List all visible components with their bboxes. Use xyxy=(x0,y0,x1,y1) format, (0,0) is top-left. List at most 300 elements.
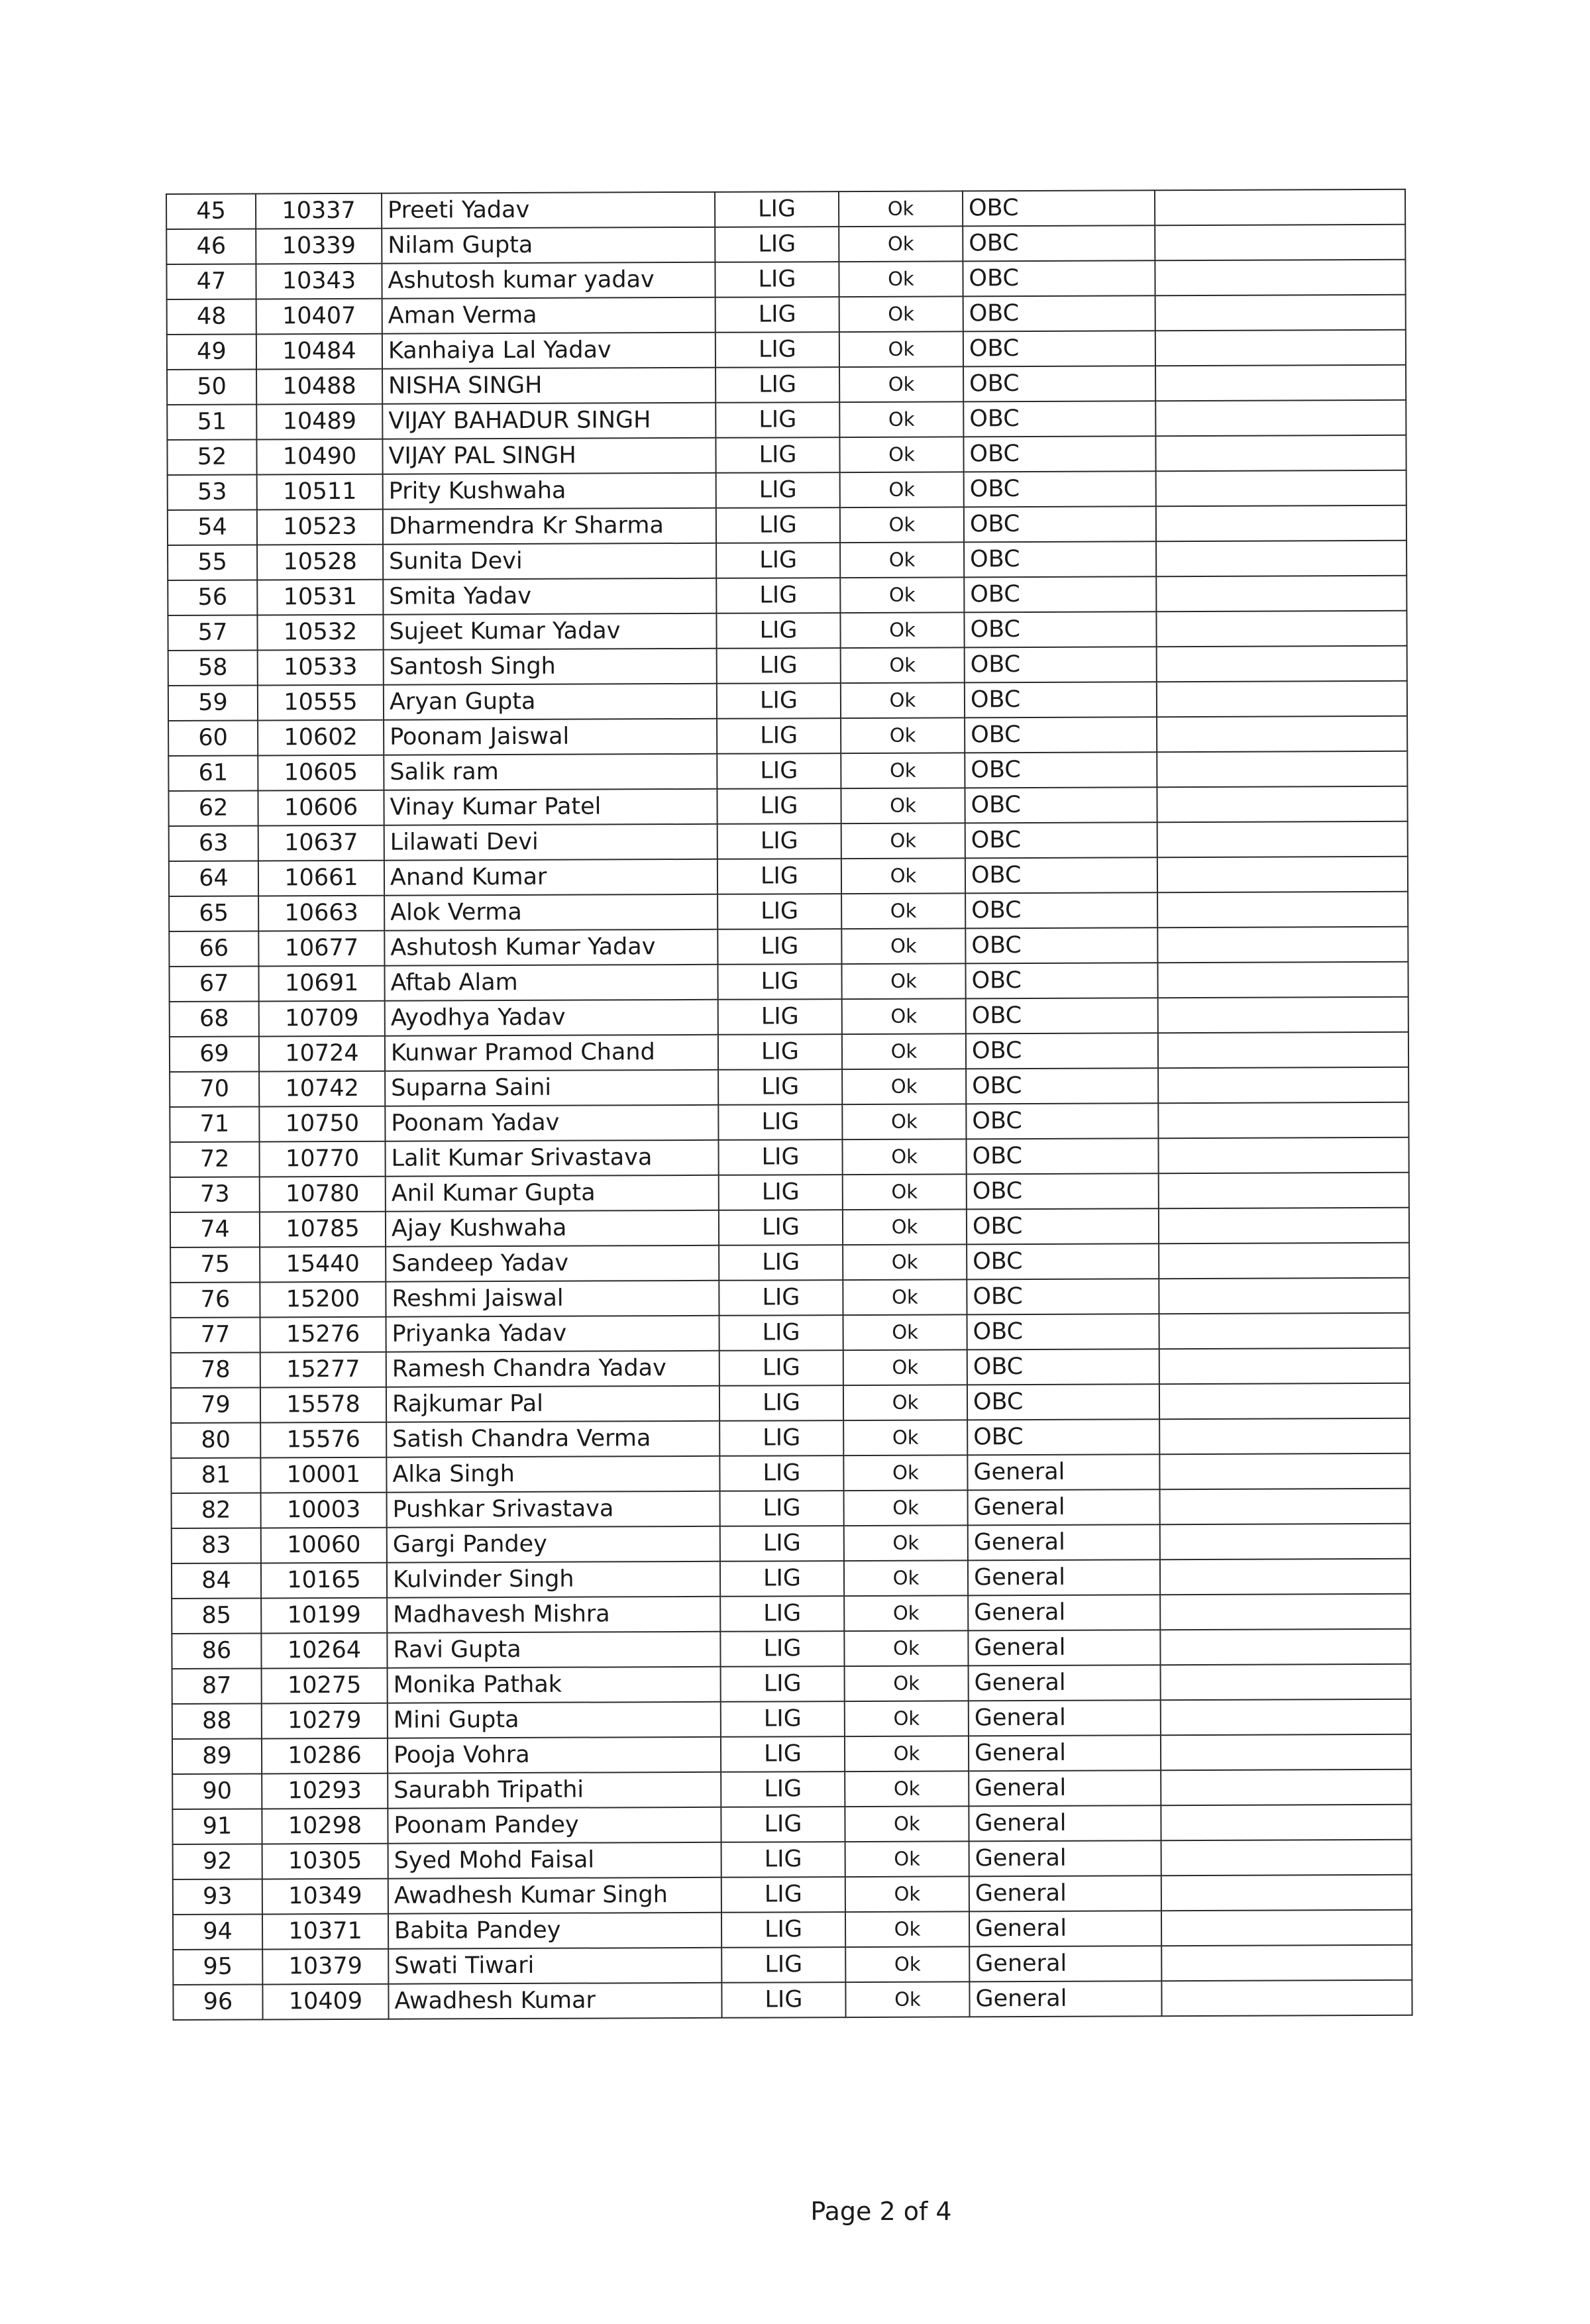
applicant-id-cell: 10489 xyxy=(256,404,382,440)
caste-category-cell: OBC xyxy=(965,927,1157,963)
caste-category-cell: General xyxy=(969,1875,1161,1911)
income-category-cell: LIG xyxy=(717,964,841,1000)
serial-number-cell: 92 xyxy=(173,1844,262,1879)
applicant-id-cell: 10339 xyxy=(256,229,382,264)
income-category-cell: LIG xyxy=(716,297,839,333)
table-row xyxy=(166,225,1405,264)
income-category-cell: LIG xyxy=(716,437,839,473)
status-cell: Ok xyxy=(839,226,963,262)
applicant-name-cell: Poonam Pandey xyxy=(388,1807,721,1844)
status-cell: Ok xyxy=(845,1876,969,1912)
status-cell: Ok xyxy=(845,1701,969,1736)
table-row xyxy=(168,751,1407,791)
table-row xyxy=(172,1664,1411,1704)
table-row xyxy=(171,1418,1410,1458)
status-cell: Ok xyxy=(844,1560,968,1596)
remarks-cell xyxy=(1155,365,1406,401)
applicant-name-cell: Aryan Gupta xyxy=(384,684,717,720)
serial-number-cell: 82 xyxy=(172,1493,261,1528)
applicant-id-cell: 10298 xyxy=(262,1809,388,1844)
applicant-name-cell: Nilam Gupta xyxy=(382,227,715,264)
income-category-cell: LIG xyxy=(715,227,839,262)
caste-category-cell: OBC xyxy=(964,506,1156,542)
remarks-cell xyxy=(1156,541,1406,576)
caste-category-cell: OBC xyxy=(967,1384,1159,1420)
status-cell: Ok xyxy=(839,191,963,227)
applicant-id-cell: 10293 xyxy=(262,1773,388,1809)
income-category-cell: LIG xyxy=(716,472,840,508)
status-cell: Ok xyxy=(839,366,963,402)
table-row xyxy=(168,505,1406,545)
caste-category-cell: General xyxy=(969,1700,1161,1736)
status-cell: Ok xyxy=(840,472,964,507)
table-row xyxy=(168,576,1406,615)
applicant-name-cell: Awadhesh Kumar xyxy=(388,1983,721,2019)
status-cell: Ok xyxy=(840,577,964,613)
serial-number-cell: 47 xyxy=(166,264,256,299)
applicant-id-cell: 10371 xyxy=(262,1914,388,1950)
table-row xyxy=(172,1524,1410,1563)
status-cell: Ok xyxy=(841,928,965,964)
table-row xyxy=(168,786,1407,826)
status-cell: Ok xyxy=(841,682,965,718)
remarks-cell xyxy=(1158,1137,1408,1173)
serial-number-cell: 74 xyxy=(170,1212,260,1247)
table-row xyxy=(167,295,1406,335)
status-cell: Ok xyxy=(842,1033,966,1069)
table-row xyxy=(172,1559,1410,1599)
serial-number-cell: 85 xyxy=(172,1598,261,1634)
table-row xyxy=(173,1980,1412,2020)
applicant-id-cell: 10484 xyxy=(256,334,382,370)
income-category-cell: LIG xyxy=(719,1245,843,1281)
table-row xyxy=(172,1489,1410,1528)
serial-number-cell: 93 xyxy=(173,1879,262,1915)
caste-category-cell: OBC xyxy=(967,1419,1159,1455)
remarks-cell xyxy=(1161,1945,1412,1981)
table-row xyxy=(170,1067,1408,1107)
status-cell: Ok xyxy=(839,331,963,367)
applicant-name-cell: Gargi Pandey xyxy=(387,1526,720,1563)
income-category-cell: LIG xyxy=(721,1947,845,1983)
applicant-id-cell: 15277 xyxy=(260,1352,386,1388)
serial-number-cell: 61 xyxy=(168,755,258,791)
income-category-cell: LIG xyxy=(718,1139,842,1175)
table-row xyxy=(170,1032,1408,1072)
serial-number-cell: 53 xyxy=(168,474,257,510)
remarks-cell xyxy=(1158,1032,1408,1068)
remarks-cell xyxy=(1161,1910,1412,1946)
applicant-id-cell: 10275 xyxy=(262,1668,388,1704)
serial-number-cell: 70 xyxy=(170,1071,259,1107)
income-category-cell: LIG xyxy=(719,1455,843,1491)
status-cell: Ok xyxy=(839,401,963,437)
status-cell: Ok xyxy=(841,788,965,823)
table-row xyxy=(173,1840,1412,1879)
remarks-cell xyxy=(1158,1067,1408,1103)
applicant-id-cell: 10337 xyxy=(256,193,382,229)
serial-number-cell: 62 xyxy=(168,790,258,826)
table-row xyxy=(170,1102,1408,1142)
income-category-cell: LIG xyxy=(720,1596,844,1632)
serial-number-cell: 77 xyxy=(171,1317,260,1353)
status-cell: Ok xyxy=(842,1139,966,1175)
applicant-id-cell: 15440 xyxy=(260,1247,386,1283)
caste-category-cell: OBC xyxy=(966,1068,1158,1104)
page-number: Page 2 of 4 xyxy=(810,2197,952,2226)
applicant-id-cell: 10532 xyxy=(257,615,383,651)
caste-category-cell: OBC xyxy=(965,647,1157,682)
income-category-cell: LIG xyxy=(718,1104,842,1140)
serial-number-cell: 69 xyxy=(170,1036,259,1072)
table-row xyxy=(173,1875,1412,1915)
applicant-id-cell: 10750 xyxy=(259,1106,385,1142)
applicant-name-cell: Aftab Alam xyxy=(384,965,717,1001)
caste-category-cell: OBC xyxy=(963,225,1155,261)
status-cell: Ok xyxy=(842,1069,966,1104)
status-cell: Ok xyxy=(839,437,963,472)
applicant-name-cell: Vinay Kumar Patel xyxy=(384,789,717,825)
income-category-cell: LIG xyxy=(719,1315,843,1351)
serial-number-cell: 80 xyxy=(171,1422,260,1458)
table-row xyxy=(169,927,1408,967)
applicant-name-cell: VIJAY BAHADUR SINGH xyxy=(382,403,716,439)
applicant-name-cell: Ashutosh Kumar Yadav xyxy=(384,929,717,966)
caste-category-cell: OBC xyxy=(967,1349,1159,1385)
applicant-id-cell: 10343 xyxy=(256,264,382,299)
income-category-cell: LIG xyxy=(717,718,841,754)
serial-number-cell: 57 xyxy=(168,615,257,651)
serial-number-cell: 55 xyxy=(168,545,257,580)
applicant-name-cell: Suparna Saini xyxy=(385,1070,718,1106)
status-cell: Ok xyxy=(841,717,965,753)
caste-category-cell: General xyxy=(967,1454,1159,1490)
caste-category-cell: OBC xyxy=(965,892,1157,928)
status-cell: Ok xyxy=(842,1104,966,1139)
applicant-name-cell: Kulvinder Singh xyxy=(387,1561,720,1598)
serial-number-cell: 50 xyxy=(167,369,256,405)
caste-category-cell: General xyxy=(969,1981,1161,2017)
income-category-cell: LIG xyxy=(721,1982,845,2018)
applicant-id-cell: 10407 xyxy=(256,299,382,335)
applicant-id-cell: 10661 xyxy=(258,861,384,896)
caste-category-cell: OBC xyxy=(964,611,1156,647)
applicant-name-cell: Lilawati Devi xyxy=(384,824,717,861)
caste-category-cell: OBC xyxy=(965,787,1157,823)
applicant-id-cell: 15576 xyxy=(260,1422,386,1458)
serial-number-cell: 83 xyxy=(172,1528,261,1563)
applicant-name-cell: Swati Tiwari xyxy=(388,1948,721,1984)
income-category-cell: LIG xyxy=(715,262,839,297)
status-cell: Ok xyxy=(841,647,965,683)
status-cell: Ok xyxy=(842,998,966,1034)
remarks-cell xyxy=(1159,1453,1410,1489)
serial-number-cell: 94 xyxy=(173,1914,262,1950)
income-category-cell: LIG xyxy=(719,1280,843,1316)
serial-number-cell: 86 xyxy=(172,1633,261,1669)
remarks-cell xyxy=(1159,1313,1410,1349)
applicant-id-cell: 10533 xyxy=(258,650,384,686)
caste-category-cell: General xyxy=(968,1524,1160,1560)
remarks-cell xyxy=(1157,751,1407,787)
table-row xyxy=(166,189,1405,229)
income-category-cell: LIG xyxy=(718,1034,842,1070)
applicant-id-cell: 10606 xyxy=(258,790,384,826)
remarks-cell xyxy=(1161,1840,1412,1875)
status-cell: Ok xyxy=(843,1349,967,1385)
remarks-cell xyxy=(1155,295,1406,331)
applicant-id-cell: 10379 xyxy=(262,1949,388,1985)
income-category-cell: LIG xyxy=(719,1175,843,1210)
applicant-id-cell: 15200 xyxy=(260,1282,386,1318)
applicant-id-cell: 10742 xyxy=(259,1071,385,1107)
serial-number-cell: 81 xyxy=(171,1457,260,1493)
remarks-cell xyxy=(1157,892,1408,927)
income-category-cell: LIG xyxy=(721,1701,845,1737)
caste-category-cell: OBC xyxy=(963,436,1155,472)
applicant-id-cell: 10523 xyxy=(257,509,383,545)
applicant-id-cell: 10637 xyxy=(258,825,384,861)
applicant-name-cell: Saurabh Tripathi xyxy=(388,1772,721,1809)
table-row xyxy=(167,365,1406,405)
remarks-cell xyxy=(1155,330,1406,366)
applicant-name-cell: Pushkar Srivastava xyxy=(387,1491,720,1528)
applicant-name-cell: Smita Yadav xyxy=(383,578,716,615)
caste-category-cell: General xyxy=(968,1595,1160,1630)
applicant-name-cell: Ramesh Chandra Yadav xyxy=(386,1351,719,1387)
caste-category-cell: General xyxy=(969,1840,1161,1876)
applicant-id-cell: 10709 xyxy=(259,1001,385,1037)
income-category-cell: LIG xyxy=(719,1385,843,1421)
remarks-cell xyxy=(1160,1629,1410,1665)
applicant-id-cell: 10602 xyxy=(258,720,384,756)
applicant-name-cell: Anil Kumar Gupta xyxy=(386,1175,719,1212)
income-category-cell: LIG xyxy=(721,1842,845,1877)
serial-number-cell: 79 xyxy=(171,1387,260,1423)
status-cell: Ok xyxy=(839,296,963,332)
applicant-id-cell: 10264 xyxy=(261,1633,387,1669)
caste-category-cell: OBC xyxy=(963,401,1155,437)
caste-category-cell: OBC xyxy=(964,576,1156,612)
applicant-name-cell: Kanhaiya Lal Yadav xyxy=(382,333,716,369)
remarks-cell xyxy=(1156,470,1406,506)
table-row xyxy=(169,892,1408,931)
table-row xyxy=(167,400,1406,440)
remarks-cell xyxy=(1161,1805,1411,1840)
applicant-id-cell: 10785 xyxy=(260,1212,386,1247)
applicant-name-cell: Salik ram xyxy=(384,754,717,790)
table-row xyxy=(171,1453,1410,1493)
applicant-name-cell: Poonam Yadav xyxy=(385,1105,718,1141)
applicant-name-cell: Sujeet Kumar Yadav xyxy=(383,613,716,650)
applicant-name-cell: Satish Chandra Verma xyxy=(386,1421,719,1457)
income-category-cell: LIG xyxy=(717,929,841,965)
serial-number-cell: 49 xyxy=(167,334,256,370)
status-cell: Ok xyxy=(843,1385,967,1420)
serial-number-cell: 72 xyxy=(170,1141,259,1177)
serial-number-cell: 59 xyxy=(168,685,258,721)
income-category-cell: LIG xyxy=(716,543,840,578)
applicant-name-cell: Priyanka Yadav xyxy=(386,1316,719,1352)
status-cell: Ok xyxy=(841,823,965,859)
remarks-cell xyxy=(1161,1699,1411,1735)
status-cell: Ok xyxy=(841,893,965,929)
caste-category-cell: OBC xyxy=(965,682,1157,717)
income-category-cell: LIG xyxy=(717,648,841,684)
serial-number-cell: 52 xyxy=(167,439,256,475)
applicant-name-cell: Alok Verma xyxy=(384,894,717,931)
remarks-cell xyxy=(1157,927,1408,963)
applicant-name-cell: Awadhesh Kumar Singh xyxy=(388,1877,721,1914)
serial-number-cell: 67 xyxy=(169,966,258,1002)
income-category-cell: LIG xyxy=(721,1736,845,1772)
serial-number-cell: 51 xyxy=(167,404,256,440)
serial-number-cell: 65 xyxy=(169,896,258,931)
applicant-id-cell: 10003 xyxy=(261,1493,387,1528)
table-row xyxy=(170,1208,1409,1247)
status-cell: Ok xyxy=(845,1981,969,2017)
applicant-id-cell: 10605 xyxy=(258,755,384,791)
serial-number-cell: 45 xyxy=(166,193,256,229)
status-cell: Ok xyxy=(841,753,965,788)
remarks-cell xyxy=(1159,1383,1410,1419)
applicant-id-cell: 10165 xyxy=(261,1563,387,1599)
status-cell: Ok xyxy=(843,1279,967,1315)
table-row xyxy=(166,260,1405,299)
remarks-cell xyxy=(1157,962,1408,998)
applicant-name-cell: Santosh Singh xyxy=(384,649,717,685)
applicant-id-cell: 15276 xyxy=(260,1317,386,1353)
caste-category-cell: OBC xyxy=(967,1173,1159,1209)
remarks-cell xyxy=(1156,576,1406,611)
status-cell: Ok xyxy=(843,1420,967,1455)
income-category-cell: LIG xyxy=(717,894,841,929)
caste-category-cell: General xyxy=(969,1665,1161,1701)
status-cell: Ok xyxy=(844,1490,968,1526)
applicant-name-cell: Alka Singh xyxy=(386,1456,719,1493)
table-row xyxy=(170,1278,1409,1318)
status-cell: Ok xyxy=(840,507,964,543)
applicant-name-cell: Prity Kushwaha xyxy=(383,473,716,509)
income-category-cell: LIG xyxy=(717,823,841,859)
caste-category-cell: General xyxy=(969,1735,1161,1771)
remarks-cell xyxy=(1157,821,1408,857)
remarks-cell xyxy=(1157,857,1408,892)
applicant-id-cell: 10305 xyxy=(262,1844,388,1879)
remarks-cell xyxy=(1157,646,1407,682)
caste-category-cell: OBC xyxy=(967,1279,1159,1314)
applicant-name-cell: Aman Verma xyxy=(382,297,716,334)
applicant-name-cell: Madhavesh Mishra xyxy=(387,1597,720,1633)
income-category-cell: LIG xyxy=(716,332,839,368)
table-row xyxy=(170,1243,1409,1283)
status-cell: Ok xyxy=(839,261,963,297)
remarks-cell xyxy=(1161,1980,1412,2016)
remarks-cell xyxy=(1159,1348,1410,1384)
status-cell: Ok xyxy=(843,1314,967,1350)
table-row xyxy=(168,611,1406,651)
applicant-id-cell: 10555 xyxy=(258,685,384,721)
table-row xyxy=(171,1348,1410,1388)
remarks-cell xyxy=(1159,1418,1410,1454)
caste-category-cell: OBC xyxy=(966,1033,1158,1069)
status-cell: Ok xyxy=(844,1525,968,1561)
table-row xyxy=(170,997,1408,1037)
table-row xyxy=(172,1734,1411,1774)
applicant-name-cell: Kunwar Pramod Chand xyxy=(385,1035,718,1071)
caste-category-cell: OBC xyxy=(965,717,1157,753)
status-cell: Ok xyxy=(843,1174,967,1210)
income-category-cell: LIG xyxy=(717,683,841,719)
caste-category-cell: OBC xyxy=(967,1208,1159,1244)
table-row xyxy=(168,470,1406,510)
applicant-name-cell: Reshmi Jaiswal xyxy=(386,1281,719,1317)
serial-number-cell: 68 xyxy=(170,1001,259,1037)
remarks-cell xyxy=(1159,1208,1409,1243)
status-cell: Ok xyxy=(845,1771,969,1807)
remarks-cell xyxy=(1158,997,1408,1033)
status-cell: Ok xyxy=(844,1630,968,1666)
income-category-cell: LIG xyxy=(721,1912,845,1948)
applicant-id-cell: 10349 xyxy=(262,1879,388,1915)
caste-category-cell: General xyxy=(969,1911,1161,1946)
serial-number-cell: 96 xyxy=(173,1984,262,2020)
remarks-cell xyxy=(1160,1489,1410,1524)
serial-number-cell: 46 xyxy=(166,229,256,264)
remarks-cell xyxy=(1159,1243,1409,1279)
caste-category-cell: OBC xyxy=(964,471,1156,507)
applicant-name-cell: NISHA SINGH xyxy=(382,368,716,404)
serial-number-cell: 84 xyxy=(172,1563,261,1599)
caste-category-cell: OBC xyxy=(963,295,1155,331)
status-cell: Ok xyxy=(845,1736,969,1771)
caste-category-cell: OBC xyxy=(963,260,1155,296)
serial-number-cell: 78 xyxy=(171,1352,260,1388)
table-row xyxy=(170,1173,1409,1212)
caste-category-cell: General xyxy=(969,1946,1161,1981)
status-cell: Ok xyxy=(843,1455,967,1491)
applicant-name-cell: Sunita Devi xyxy=(383,543,716,580)
remarks-cell xyxy=(1157,716,1407,752)
caste-category-cell: General xyxy=(969,1770,1161,1806)
table-row xyxy=(167,435,1406,475)
applicant-name-cell: Dharmendra Kr Sharma xyxy=(383,508,716,545)
applicant-name-cell: Pooja Vohra xyxy=(388,1737,721,1773)
status-cell: Ok xyxy=(843,1209,967,1245)
applicant-table-body xyxy=(166,189,1412,2020)
table-row xyxy=(171,1383,1410,1423)
caste-category-cell: OBC xyxy=(966,1138,1158,1174)
caste-category-cell: OBC xyxy=(963,366,1155,401)
income-category-cell: LIG xyxy=(717,753,841,789)
table-row xyxy=(172,1594,1410,1634)
income-category-cell: LIG xyxy=(721,1771,845,1807)
income-category-cell: LIG xyxy=(718,999,842,1035)
serial-number-cell: 91 xyxy=(172,1809,262,1844)
table-row xyxy=(168,681,1407,721)
income-category-cell: LIG xyxy=(721,1666,845,1702)
remarks-cell xyxy=(1157,681,1407,717)
applicant-id-cell: 10511 xyxy=(257,474,383,510)
remarks-cell xyxy=(1160,1559,1410,1595)
remarks-cell xyxy=(1155,400,1406,436)
serial-number-cell: 66 xyxy=(169,931,258,967)
remarks-cell xyxy=(1156,505,1406,541)
remarks-cell xyxy=(1160,1594,1410,1630)
income-category-cell: LIG xyxy=(719,1350,843,1386)
status-cell: Ok xyxy=(841,963,965,999)
caste-category-cell: OBC xyxy=(966,1103,1158,1139)
